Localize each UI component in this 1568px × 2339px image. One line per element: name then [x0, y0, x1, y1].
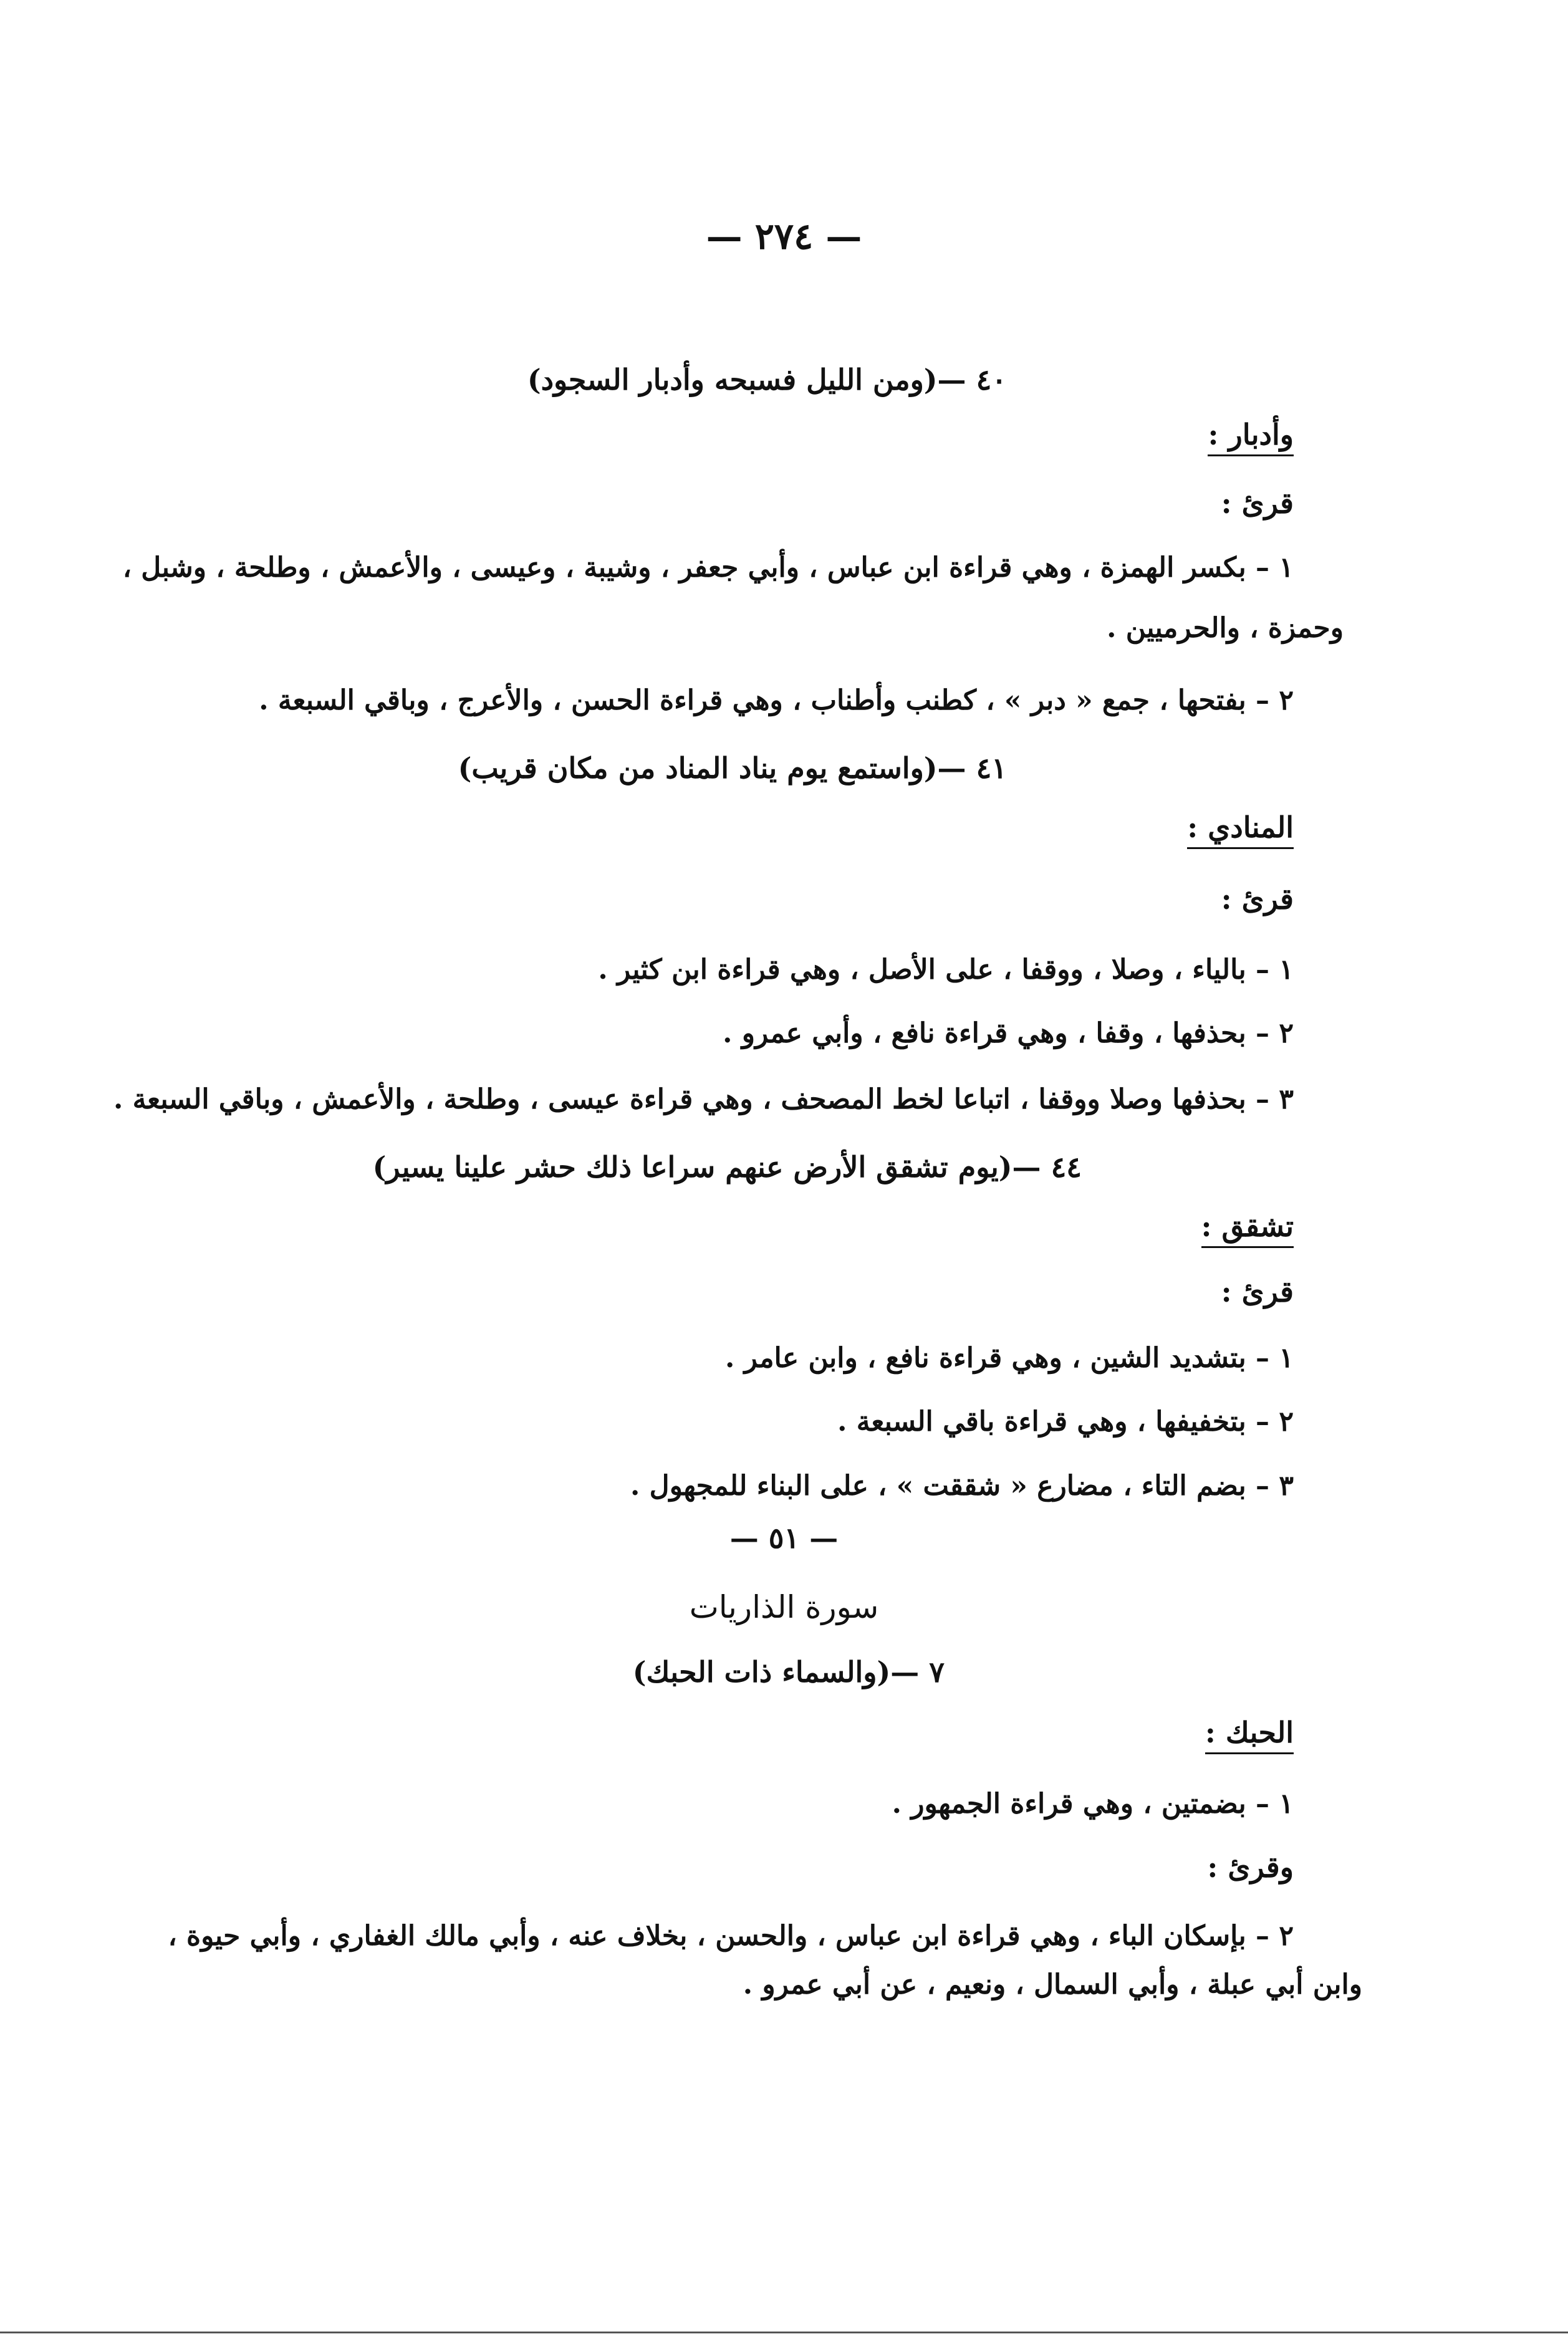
- reading-line: ٢ – بتخفيفها ، وهي قراءة باقي السبعة .: [837, 1406, 1294, 1438]
- read-label: وقرئ :: [1207, 1850, 1294, 1884]
- reading-line: ١ – بضمتين ، وهي قراءة الجمهور .: [892, 1788, 1294, 1820]
- term-heading-munadi: المنادي :: [1187, 810, 1294, 849]
- reading-line: ١ – بالياء ، وصلا ، ووقفا ، على الأصل ، وهي قراءة ابن كثير .: [598, 954, 1294, 986]
- term-heading-hubuk: الحبك :: [1205, 1716, 1294, 1754]
- reading-line: ٢ – بفتحها ، جمع « دبر » ، كطنب وأطناب ، وهي قراءة الحسن ، والأعرج ، وباقي السبعة .: [259, 684, 1294, 716]
- reading-line: وحمزة ، والحرميين .: [1107, 612, 1344, 644]
- reading-line: وابن أبي عبلة ، وأبي السمال ، ونعيم ، عن أبي عمرو .: [743, 1969, 1362, 2000]
- read-label: قرئ :: [1221, 486, 1294, 520]
- page-number: — ٢٧٤ —: [706, 215, 862, 257]
- reading-line: ٣ – بحذفها وصلا ووقفا ، اتباعا لخط المصحف ، وهي قراءة عيسى ، وطلحة ، والأعمش ، وباقي السبعة .: [113, 1083, 1294, 1115]
- read-label: قرئ :: [1221, 882, 1294, 916]
- page-bottom-rule: [0, 2332, 1568, 2333]
- reading-line: ٢ – بحذفها ، وقفا ، وهي قراءة نافع ، وأبي عمرو .: [723, 1017, 1294, 1049]
- term-heading-tashaqqaq: تشقق :: [1201, 1209, 1294, 1248]
- verse-heading-40: ٤٠ —(ومن الليل فسبحه وأدبار السجود): [527, 363, 1007, 396]
- verse-heading-44: ٤٤ —(يوم تشقق الأرض عنهم سراعا ذلك حشر علينا يسير): [372, 1150, 1082, 1184]
- surah-title: سورة الذاريات: [689, 1589, 879, 1625]
- reading-line: ٣ – بضم التاء ، مضارع « شققت » ، على البناء للمجهول .: [630, 1470, 1294, 1502]
- reading-line: ٢ – بإسكان الباء ، وهي قراءة ابن عباس ، والحسن ، بخلاف عنه ، وأبي مالك الغفاري ، وأبي حيوة ،: [168, 1920, 1294, 1952]
- reading-line: ١ – بكسر الهمزة ، وهي قراءة ابن عباس ، وأبي جعفر ، وشيبة ، وعيسى ، والأعمش ، وطلحة ، وشبل ،: [122, 552, 1294, 584]
- read-label: قرئ :: [1221, 1275, 1294, 1309]
- verse-heading-7: ٧ —(والسماء ذات الحبك): [632, 1655, 945, 1689]
- surah-number: — ٥١ —: [729, 1521, 839, 1555]
- verse-heading-41: ٤١ —(واستمع يوم يناد المناد من مكان قريب): [458, 751, 1007, 785]
- reading-line: ١ – بتشديد الشين ، وهي قراءة نافع ، وابن عامر .: [725, 1342, 1294, 1374]
- term-heading-adbar: وأدبار :: [1208, 418, 1294, 456]
